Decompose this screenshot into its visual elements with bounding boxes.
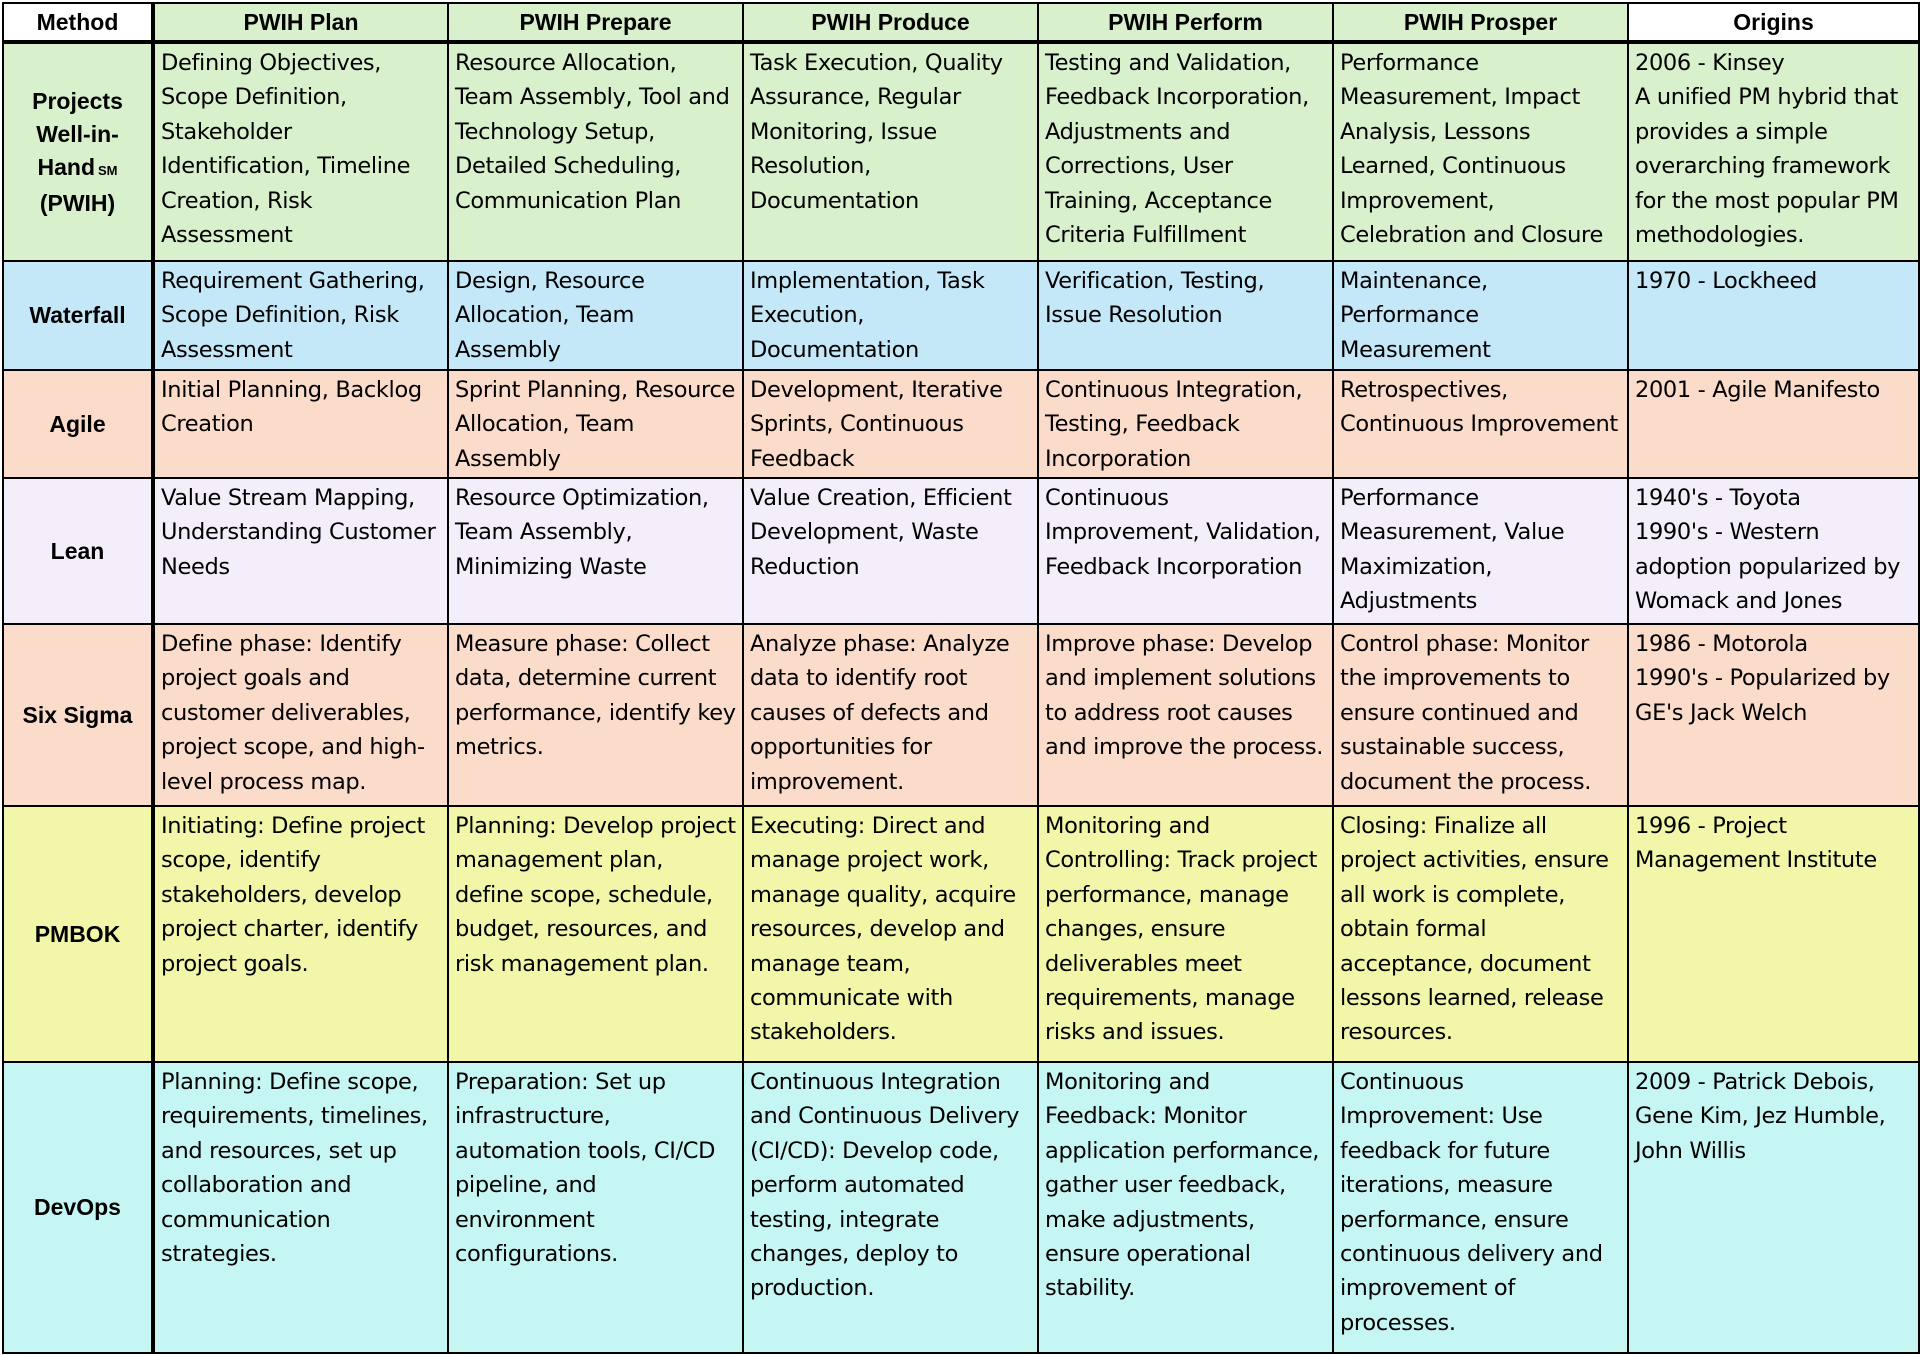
plan-cell: Requirement Gathering, Scope Definition, Risk Assessment	[153, 261, 448, 370]
table-row	[3, 624, 1919, 806]
header-prosper: PWIH Prosper	[1333, 3, 1628, 42]
perform-cell: Continuous Improvement, Validation, Feedback Incorporation	[1038, 478, 1333, 624]
prosper-cell: Continuous Improvement: Use feedback for future iterations, measure performance, ensure continuous delivery and improvement of processes.	[1333, 1062, 1628, 1353]
prosper-cell: Performance Measurement, Value Maximization, Adjustments	[1333, 478, 1628, 624]
table-row	[3, 1062, 1919, 1353]
origins-line: 1970 - Lockheed	[1635, 268, 1817, 294]
origins-cell	[1628, 806, 1919, 1062]
header-produce: PWIH Produce	[743, 3, 1038, 42]
header-perform: PWIH Perform	[1038, 3, 1333, 42]
prosper-cell: Control phase: Monitor the improvements to ensure continued and sustainable success, document the process.	[1333, 624, 1628, 806]
header-row	[3, 3, 1919, 42]
origins-cell	[1628, 1062, 1919, 1353]
plan-cell: Initial Planning, Backlog Creation	[153, 370, 448, 478]
perform-cell: Improve phase: Develop and implement solutions to address root causes and improve the process.	[1038, 624, 1333, 806]
prepare-cell: Sprint Planning, Resource Allocation, Team Assembly	[448, 370, 743, 478]
header-prepare: PWIH Prepare	[448, 3, 743, 42]
plan-cell: Define phase: Identify project goals and customer deliverables, project scope, and high-level process map.	[153, 624, 448, 806]
header-method: Method	[3, 3, 153, 42]
perform-cell: Monitoring and Feedback: Monitor application performance, gather user feedback, make adjustments, ensure operational stability.	[1038, 1062, 1333, 1353]
produce-cell: Task Execution, Quality Assurance, Regular Monitoring, Issue Resolution, Documentation	[743, 42, 1038, 261]
prosper-cell: Maintenance, Performance Measurement	[1333, 261, 1628, 370]
produce-cell: Executing: Direct and manage project work, manage quality, acquire resources, develop and manage team, communicate with stakeholders.	[743, 806, 1038, 1062]
prepare-cell: Measure phase: Collect data, determine current performance, identify key metrics.	[448, 624, 743, 806]
table-row	[3, 261, 1919, 370]
perform-cell: Continuous Integration, Testing, Feedback Incorporation	[1038, 370, 1333, 478]
prosper-cell: Performance Measurement, Impact Analysis, Lessons Learned, Continuous Improvement, Celebration and Closure	[1333, 42, 1628, 261]
method-cell: DevOps	[3, 1062, 153, 1353]
prosper-cell: Closing: Finalize all project activities, ensure all work is complete, obtain formal acceptance, document lessons learned, release resources.	[1333, 806, 1628, 1062]
prepare-cell: Planning: Develop project management plan, define scope, schedule, budget, resources, and risk management plan.	[448, 806, 743, 1062]
produce-cell: Analyze phase: Analyze data to identify root causes of defects and opportunities for improvement.	[743, 624, 1038, 806]
origins-line: 1990's - Western adoption popularized by Womack and Jones	[1635, 519, 1901, 615]
method-abbr: (PWIH)	[39, 189, 116, 216]
produce-cell: Implementation, Task Execution, Documentation	[743, 261, 1038, 370]
method-cell: Lean	[3, 478, 153, 624]
origins-line: 2006 - Kinsey	[1635, 50, 1785, 76]
prepare-cell: Preparation: Set up infrastructure, automation tools, CI/CD pipeline, and environment configurations.	[448, 1062, 743, 1353]
header-origins: Origins	[1628, 3, 1919, 42]
origins-line: 1940's - Toyota	[1635, 485, 1801, 511]
prepare-cell: Resource Optimization, Team Assembly, Minimizing Waste	[448, 478, 743, 624]
origins-cell	[1628, 370, 1919, 478]
perform-cell: Monitoring and Controlling: Track project performance, manage changes, ensure deliverables meet requirements, manage risks and issues.	[1038, 806, 1333, 1062]
origins-cell	[1628, 261, 1919, 370]
produce-cell: Value Creation, Efficient Development, Waste Reduction	[743, 478, 1038, 624]
table-row	[3, 806, 1919, 1062]
table-row	[3, 478, 1919, 624]
method-cell: Agile	[3, 370, 153, 478]
origins-line: 1986 - Motorola	[1635, 631, 1808, 657]
origins-line: 2009 - Patrick Debois, Gene Kim, Jez Humble, John Willis	[1635, 1069, 1886, 1164]
service-mark: SM	[98, 162, 118, 178]
origins-line: 2001 - Agile Manifesto	[1635, 377, 1880, 403]
perform-cell: Testing and Validation, Feedback Incorporation, Adjustments and Corrections, User Training, Acceptance Criteria Fulfillment	[1038, 42, 1333, 261]
method-cell: Six Sigma	[3, 624, 153, 806]
origins-cell	[1628, 42, 1919, 261]
method-cell: PMBOK	[3, 806, 153, 1062]
origins-line: 1990's - Popularized by GE's Jack Welch	[1635, 665, 1890, 726]
origins-line: A unified PM hybrid that provides a simple overarching framework for the most popular PM methodologies.	[1635, 84, 1899, 249]
produce-cell: Continuous Integration and Continuous Delivery (CI/CD): Develop code, perform automated testing, integrate changes, deploy to production.	[743, 1062, 1038, 1353]
method-cell	[3, 42, 153, 261]
method-name: Projects Well-in-Hand	[32, 87, 123, 180]
table-row	[3, 42, 1919, 261]
plan-cell: Value Stream Mapping, Understanding Customer Needs	[153, 478, 448, 624]
prepare-cell: Design, Resource Allocation, Team Assembly	[448, 261, 743, 370]
table-row	[3, 370, 1919, 478]
perform-cell: Verification, Testing, Issue Resolution	[1038, 261, 1333, 370]
prosper-cell: Retrospectives, Continuous Improvement	[1333, 370, 1628, 478]
origins-cell	[1628, 478, 1919, 624]
plan-cell: Planning: Define scope, requirements, timelines, and resources, set up collaboration and communication strategies.	[153, 1062, 448, 1353]
origins-cell	[1628, 624, 1919, 806]
origins-line: 1996 - Project Management Institute	[1635, 813, 1877, 874]
plan-cell: Defining Objectives, Scope Definition, Stakeholder Identification, Timeline Creation, Risk Assessment	[153, 42, 448, 261]
pm-methods-comparison	[2, 2, 1918, 1353]
prepare-cell: Resource Allocation, Team Assembly, Tool and Technology Setup, Detailed Scheduling, Communication Plan	[448, 42, 743, 261]
header-plan: PWIH Plan	[153, 3, 448, 42]
methods-table	[2, 2, 1920, 1354]
produce-cell: Development, Iterative Sprints, Continuous Feedback	[743, 370, 1038, 478]
method-cell: Waterfall	[3, 261, 153, 370]
plan-cell: Initiating: Define project scope, identify stakeholders, develop project charter, identify project goals.	[153, 806, 448, 1062]
